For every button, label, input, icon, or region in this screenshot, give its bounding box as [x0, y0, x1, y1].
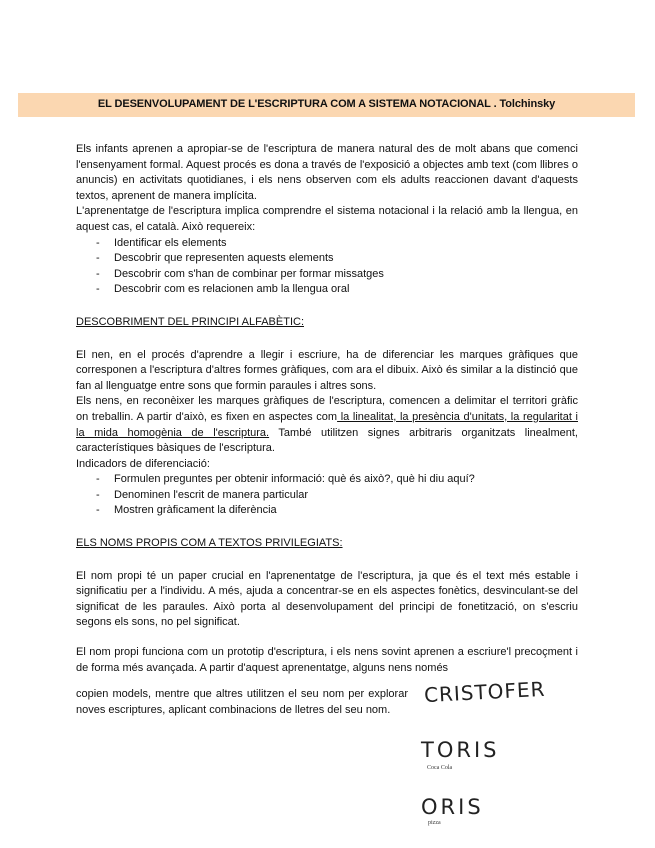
- indicators-label: Indicadors de diferenciació:: [76, 457, 210, 470]
- indicators-list: [76, 472, 578, 519]
- handwriting-sample-cristofer: CRISTOFER: [423, 676, 546, 708]
- list-item: - Descobrir que representen aquests elements: [96, 252, 334, 265]
- list-item: - Descobrir com es relacionen amb la llengua oral: [96, 283, 350, 296]
- list-item: - Denominen l'escrit de manera particular: [96, 488, 309, 501]
- list-item: - Formulen preguntes per obtenir informació: què és això?, què hi diu aquí?: [96, 473, 475, 486]
- document-body: [76, 142, 578, 729]
- list-item: - Descobrir com s'han de combinar per formar missatges: [96, 267, 384, 280]
- list-item: - Mostren gràficament la diferència: [96, 504, 277, 517]
- requirements-list: [76, 236, 578, 298]
- handwriting-caption-coca-cola: Coca Cola: [427, 765, 453, 771]
- handwriting-caption-pizza: pizza: [428, 820, 441, 826]
- handwriting-sample-oris: ORIS: [421, 795, 484, 819]
- title-bar: [18, 93, 635, 117]
- section1-paragraph-2: Els nens, en reconèixer les marques gràfiques de l'escriptura, comencen a delimitar el territori gràfic on treballin. A partir d'això, es fixen en aspectes com la linealitat, la presència d'unitats, la regularitat i la mida homogènia de l'escriptura. També utilitzen signes arbitraris organitzats linealment, característiques bàsiques de l'escriptura.: [76, 395, 578, 455]
- intro-paragraph-1: Els infants aprenen a apropiar-se de l'escriptura de manera natural des de molt abans que comenci l'ensenyament formal. Aquest procés es dona a través de l'exposició a objectes amb text (com llibres o anuncis) en activitats quotidianes, i els nens observen com els adults reaccionen davant d'aquests textos, aprenent de manera implícita.: [76, 143, 578, 202]
- section2-paragraph-2: El nom propi funciona com un prototip d'escriptura, i els nens sovint aprenen a escriure'l precoçment i de forma més avançada. A partir d'aquest aprenentatge, alguns nens només: [76, 646, 578, 674]
- document-title: EL DESENVOLUPAMENT DE L'ESCRIPTURA COM A SISTEMA NOTACIONAL . Tolchinsky: [97, 98, 556, 110]
- section1-paragraph-1: El nen, en el procés d'aprendre a llegir i escriure, ha de diferenciar les marques gràfiques que corresponen a l'escriptura d'altres formes gràfiques, com ara el dibuix. Això és similar a la distinció que fan al llenguatge entre sons que formin paraules i altres sons.: [76, 348, 578, 392]
- section2-paragraph-1: El nom propi té un paper crucial en l'aprenentatge de l'escriptura, ja que és el text més estable i significatiu per a l'individu. A més, ajuda a concentrar-se en els aspectes fonètics, desvinculant-se del significat de les paraules. Això porta al desenvolupament del principi de fonetització, on s'escriu segons els sons, no pel significat.: [76, 569, 578, 629]
- section-heading-alphabetic: DESCOBRIMENT DEL PRINCIPI ALFABÈTIC:: [76, 315, 304, 328]
- handwriting-sample-toris: TORIS: [421, 738, 500, 762]
- intro-paragraph-2: L'aprenentatge de l'escriptura implica comprendre el sistema notacional i la relació amb la llengua, en aquest cas, el català. Això requereix:: [76, 205, 578, 233]
- section2-paragraph-2-continued: copien models, mentre que altres utilitzen el seu nom per explorar noves escriptures, aplicant combinacions de lletres del seu nom.: [76, 688, 408, 716]
- list-item: - Identificar els elements: [96, 236, 227, 249]
- section-heading-proper-names: ELS NOMS PROPIS COM A TEXTOS PRIVILEGIATS:: [76, 537, 343, 550]
